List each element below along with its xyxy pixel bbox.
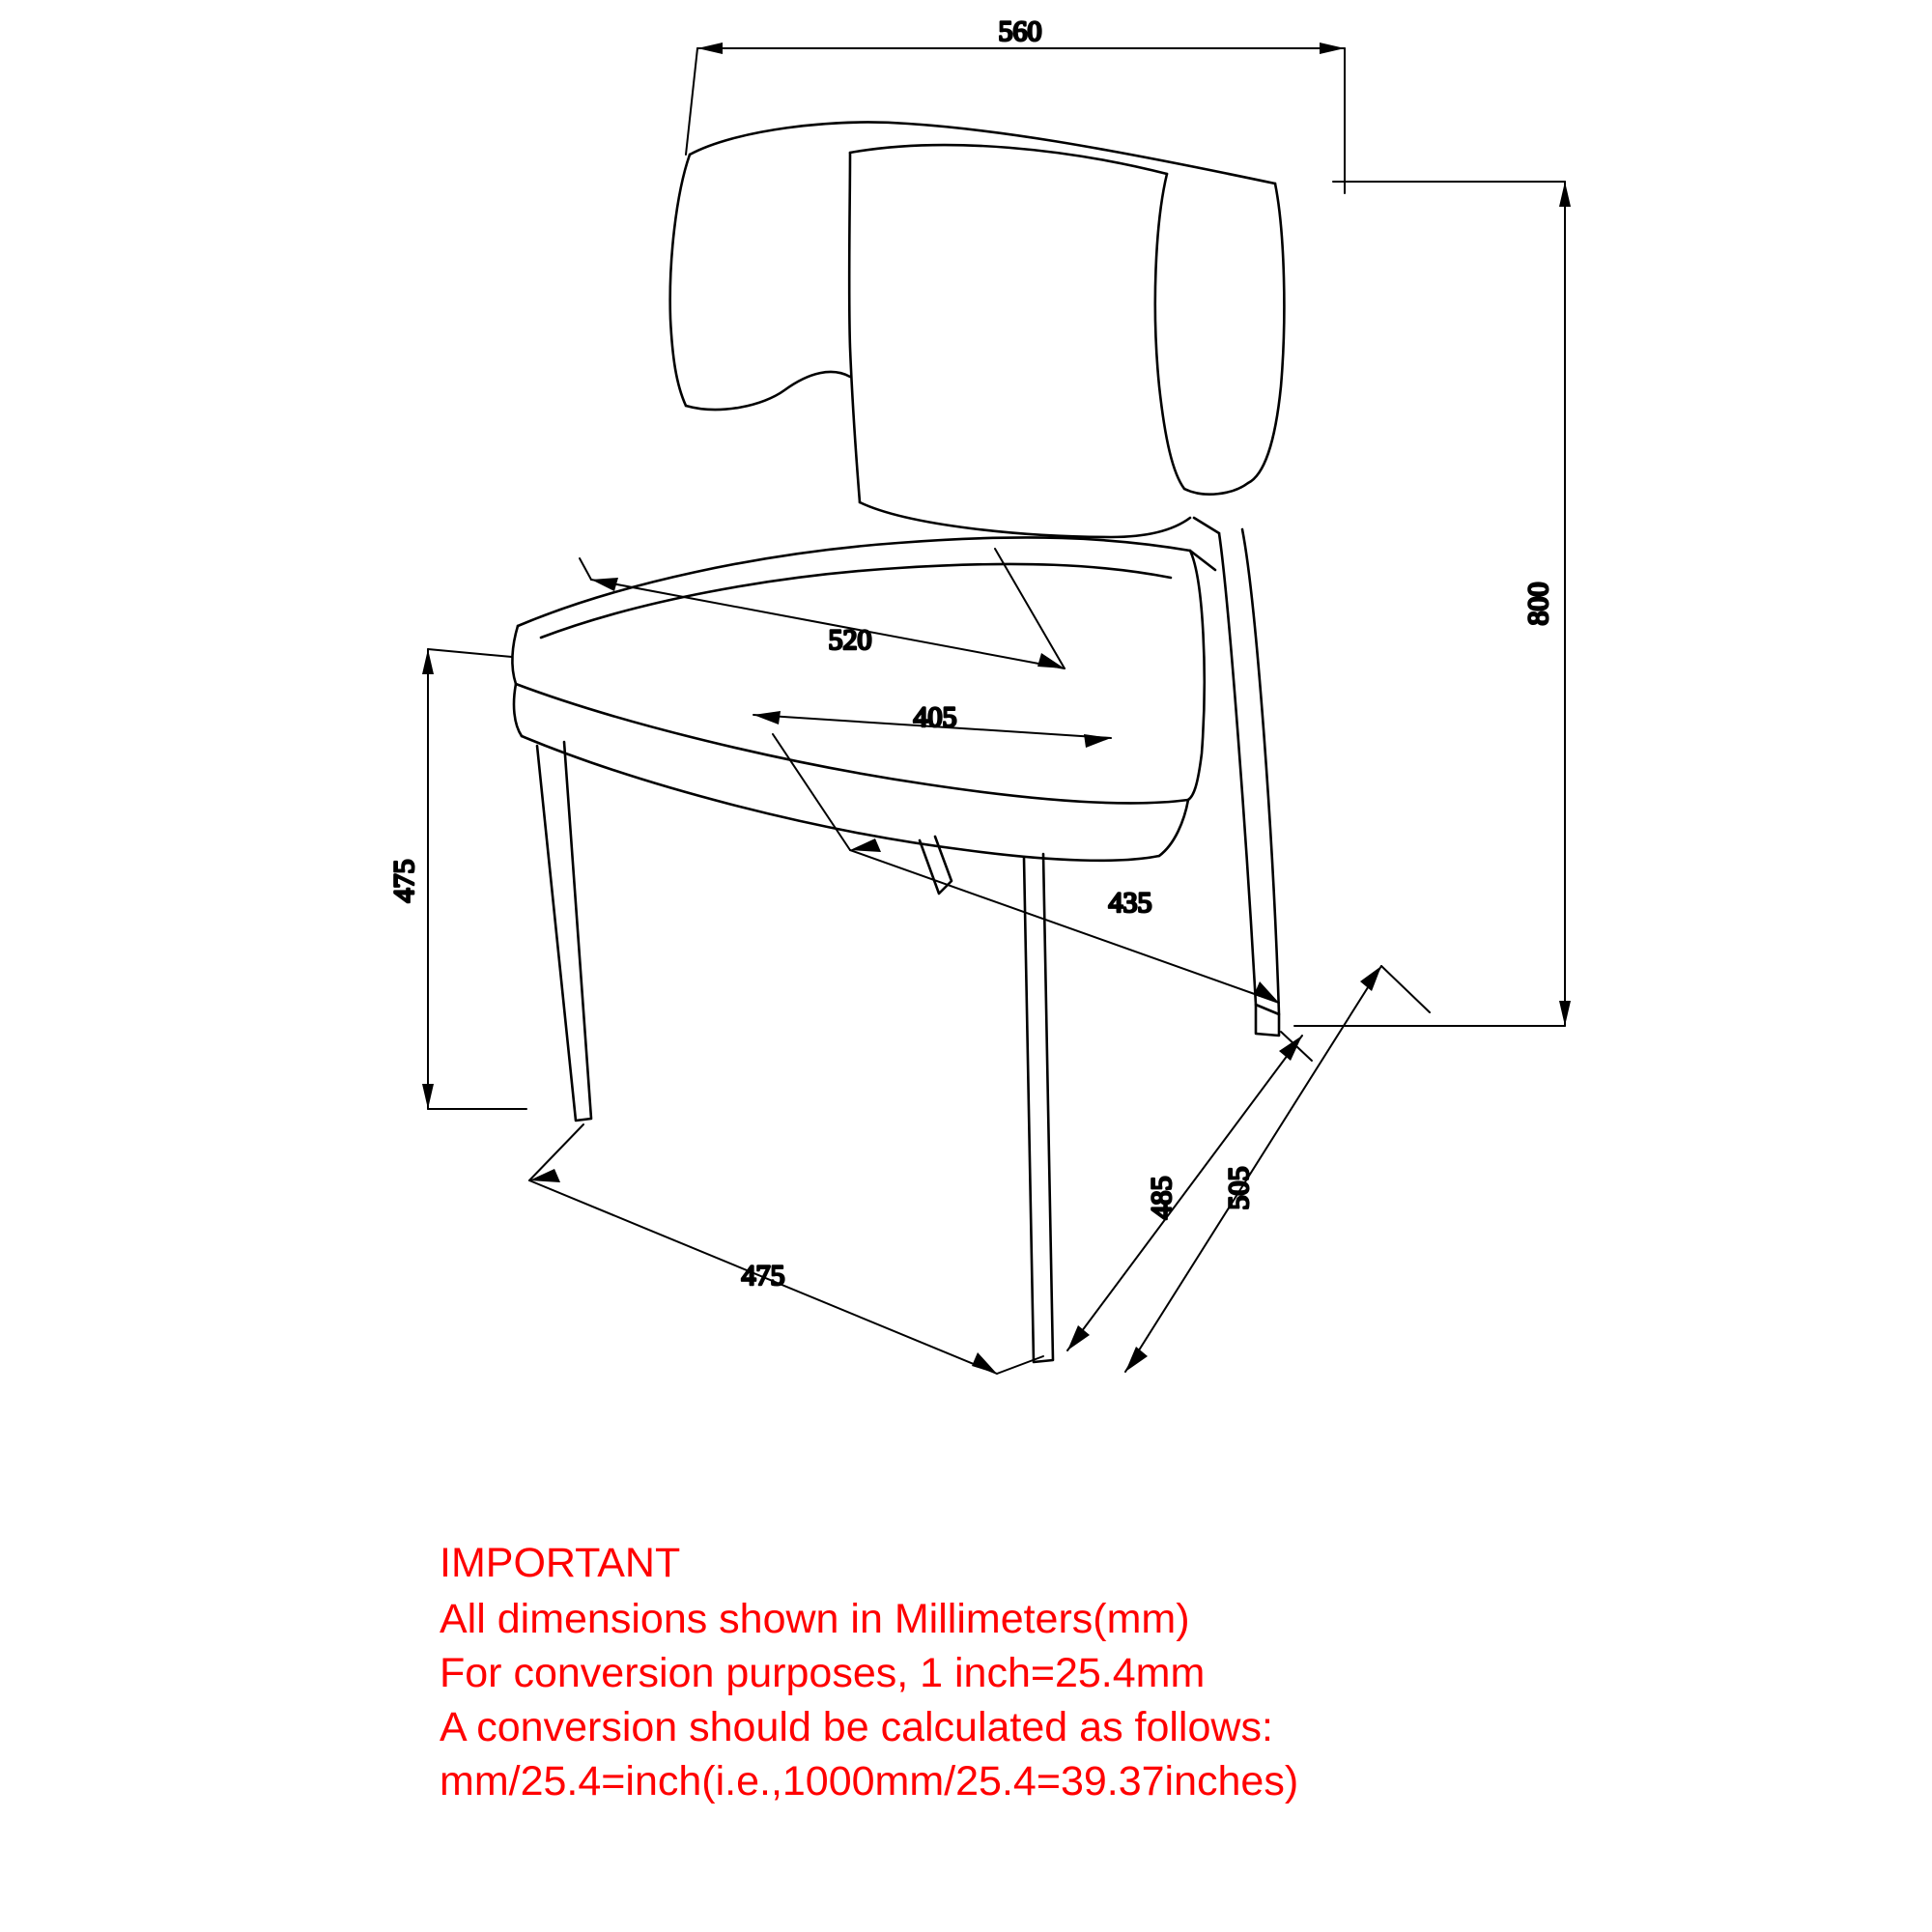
important-notes	[440, 1536, 1599, 1808]
chair-seat-left-edge	[512, 626, 518, 684]
chair-right-wing-outer	[1248, 184, 1284, 483]
dimension-label-475-width: 475	[741, 1260, 785, 1292]
chair-left-wing-outer	[670, 155, 690, 406]
dimension-label-405: 405	[913, 701, 957, 733]
dimension-label-435: 435	[1108, 887, 1152, 919]
chair-left-wing-bottom	[686, 372, 850, 410]
dimension-label-475-height: 475	[388, 859, 420, 903]
notes-line-3: A conversion should be calculated as follows:	[440, 1704, 1273, 1750]
dimension-560	[686, 43, 1345, 193]
dimension-label-505: 505	[1223, 1166, 1255, 1210]
notes-heading: IMPORTANT	[440, 1540, 681, 1586]
chair-backrest-top-edge	[690, 123, 1275, 184]
notes-line-1: All dimensions shown in Millimeters(mm)	[440, 1596, 1190, 1642]
chair-front-left-leg	[537, 742, 591, 1121]
dimension-475-width	[529, 1124, 1043, 1374]
dimension-520	[580, 549, 1065, 668]
chair-backpanel-top	[850, 145, 1167, 174]
notes-line-4: mm/25.4=inch(i.e.,1000mm/25.4=39.37inches)	[440, 1758, 1299, 1804]
chair-rear-right-leg-join-top	[1194, 518, 1219, 533]
chair-backpanel-left-edge	[849, 153, 860, 502]
chair-seat-right-edge	[1188, 551, 1205, 800]
dimension-label-560: 560	[998, 15, 1042, 47]
chair-apron-bottom	[522, 736, 1159, 861]
chair-backpanel-bottom	[860, 502, 1190, 537]
chair-apron-left	[514, 684, 522, 736]
chair-right-wing-inner	[1155, 174, 1184, 489]
chair-rear-right-leg	[1219, 529, 1279, 1014]
dimension-label-520: 520	[828, 624, 872, 656]
chair-apron-right	[1159, 800, 1188, 856]
dimension-475-height	[422, 649, 526, 1109]
dimension-label-485: 485	[1146, 1176, 1178, 1220]
dimension-label-800: 800	[1522, 582, 1554, 626]
chair-right-wing-tip	[1184, 483, 1248, 495]
dimension-485	[1067, 1036, 1302, 1350]
chair-front-right-leg	[1024, 854, 1053, 1362]
notes-line-2: For conversion purposes, 1 inch=25.4mm	[440, 1650, 1206, 1696]
